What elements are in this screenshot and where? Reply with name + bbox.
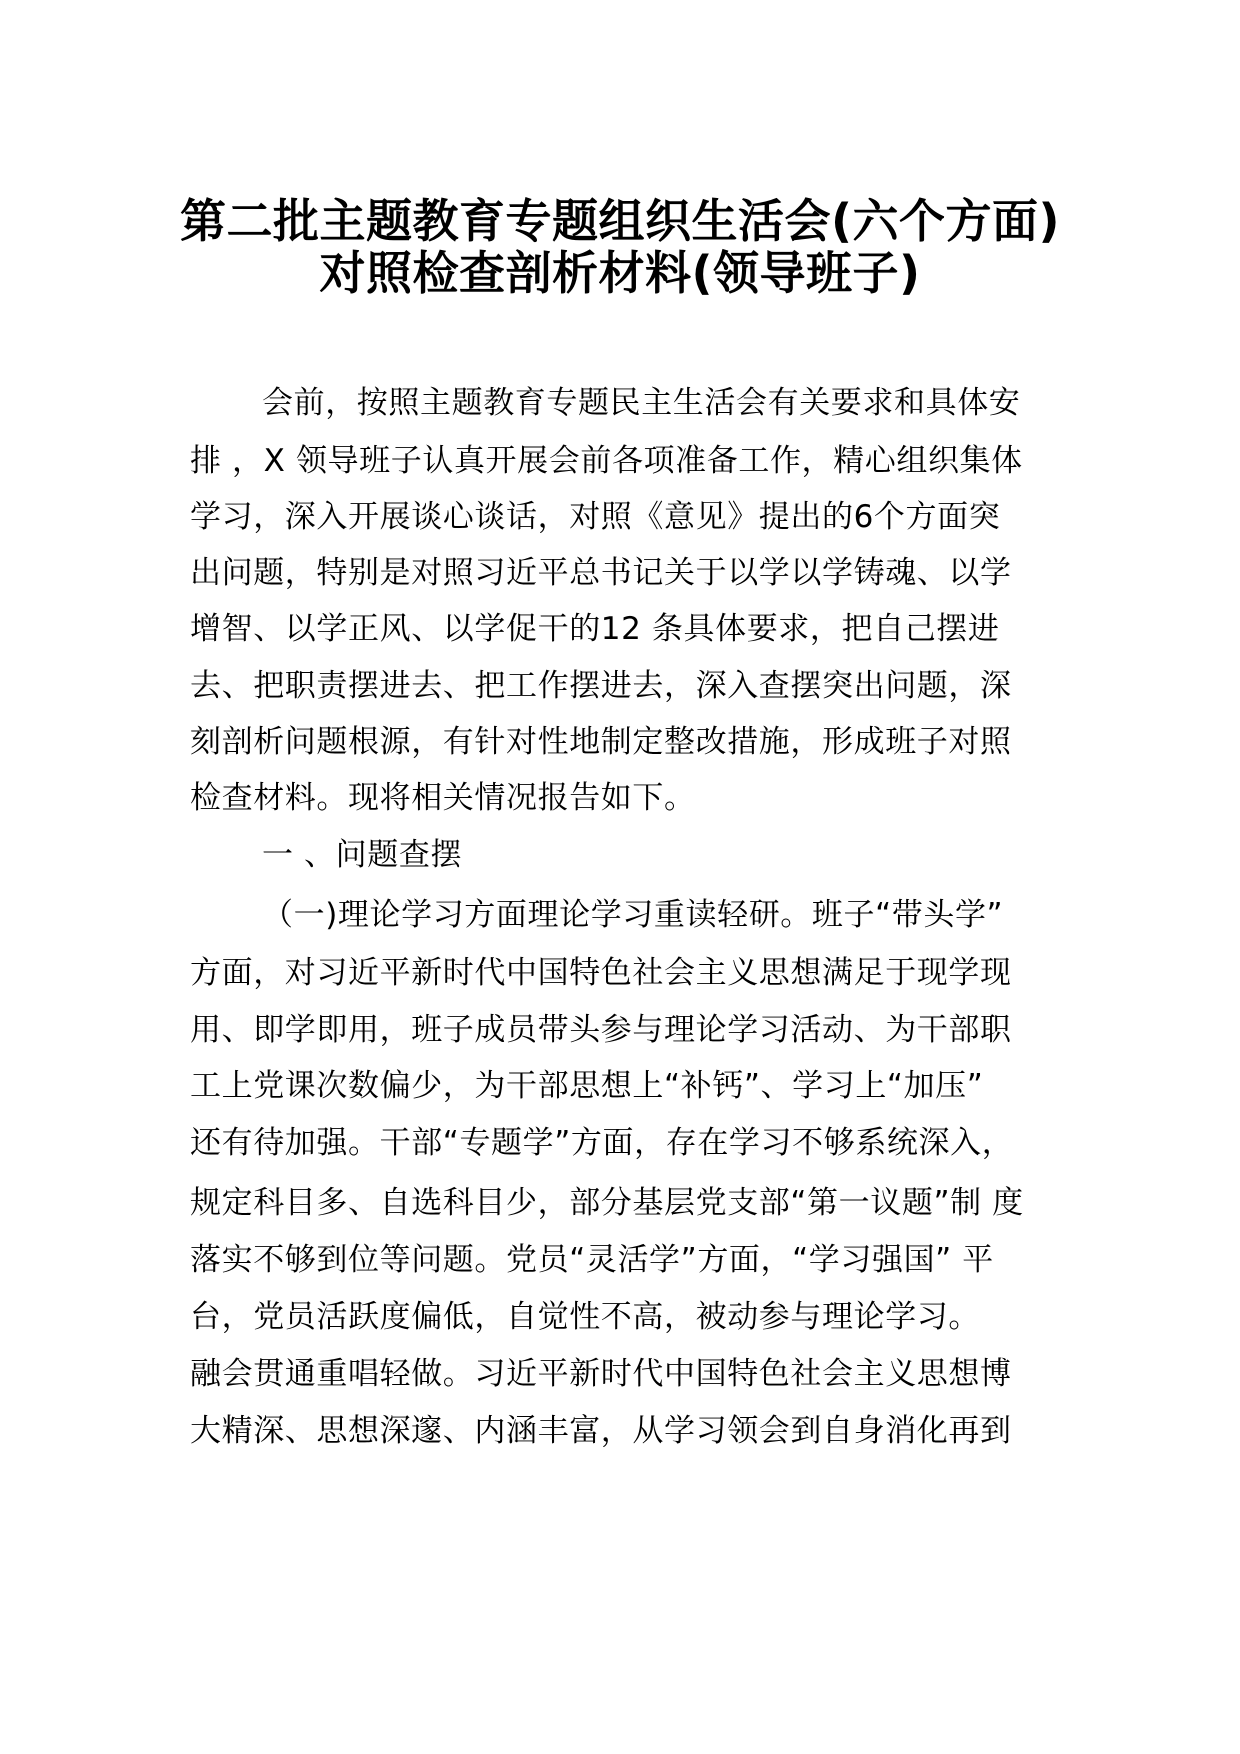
body-line: 出问题，特别是对照习近平总书记关于以学以学铸魂、以学 (190, 555, 1012, 591)
body-line: 排 ，X 领导班子认真开展会前各项准备工作，精心组织集体 (190, 443, 1023, 479)
body-line: 工上党课次数偏少，为干部思想上“补钙”、学习上“加压” (190, 1068, 984, 1104)
body-line: 增智、以学正风、以学促干的12 条具体要求，把自己摆进 (190, 611, 1000, 647)
body-line: 去、把职责摆进去、把工作摆进去，深入查摆突出问题，深 (190, 668, 1012, 704)
body-line: 刻剖析问题根源，有针对性地制定整改措施，形成班子对照 (190, 724, 1012, 760)
body-line: 还有待加强。干部“专题学”方面，存在学习不够系统深入， (190, 1125, 1014, 1161)
body-line: 落实不够到位等问题。党员“灵活学”方面，“学习强国” 平 (190, 1242, 994, 1278)
body-line: 大精深、思想深邃、内涵丰富，从学习领会到自身消化再到 (190, 1413, 1012, 1449)
body-line: 方面，对习近平新时代中国特色社会主义思想满足于现学现 (190, 955, 1012, 991)
document-title-line-1: 第二批主题教育专题组织生活会(六个方面) (179, 194, 1061, 248)
document-title-line-2: 对照检查剖析材料(领导班子) (319, 246, 921, 300)
subsection-line: （一)理论学习方面理论学习重读轻研。班子“带头学” (262, 897, 1004, 933)
body-line: 学习，深入开展谈心谈话，对照《意见》提出的6个方面突 (190, 499, 1001, 535)
body-line: 会前，按照主题教育专题民主生活会有关要求和具体安 (262, 385, 1021, 421)
body-line: 用、即学即用，班子成员带头参与理论学习活动、为干部职 (190, 1012, 1012, 1048)
body-line: 规定科目多、自选科目少，部分基层党支部“第一议题”制 度 (190, 1185, 1024, 1221)
body-line: 台，党员活跃度偏低，自觉性不高，被动参与理论学习。 (190, 1299, 980, 1335)
body-line: 融会贯通重唱轻做。习近平新时代中国特色社会主义思想博 (190, 1356, 1012, 1392)
section-heading: 一 、问题查摆 (262, 837, 463, 873)
body-line: 检查材料。现将相关情况报告如下。 (190, 780, 696, 816)
